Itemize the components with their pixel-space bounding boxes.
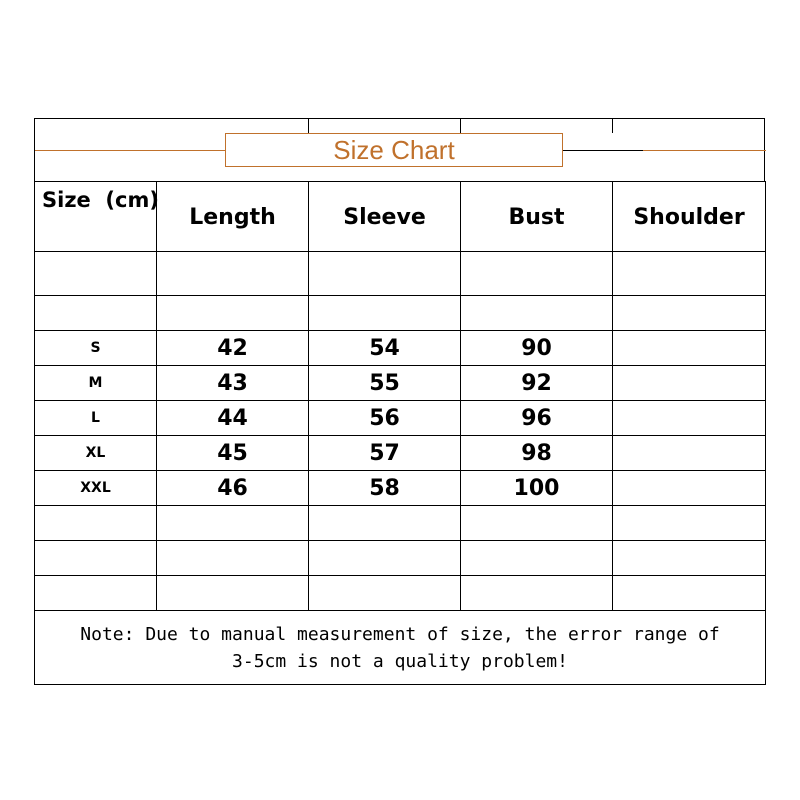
blank-row — [35, 506, 766, 541]
blank-row — [35, 576, 766, 611]
bust-cell: 90 — [461, 331, 613, 366]
sleeve-cell: 55 — [309, 366, 461, 401]
table-row — [35, 436, 766, 471]
shoulder-cell — [613, 366, 766, 401]
size-cell: S — [35, 331, 157, 366]
length-cell: 44 — [157, 401, 309, 436]
size-cell: L — [35, 401, 157, 436]
blank-row — [35, 541, 766, 576]
length-cell: 43 — [157, 366, 309, 401]
size-cell: M — [35, 366, 157, 401]
divider — [460, 119, 461, 133]
sleeve-header: Sleeve — [309, 182, 461, 252]
bust-cell: 100 — [461, 471, 613, 506]
title-band — [34, 118, 765, 182]
length-cell: 46 — [157, 471, 309, 506]
decorative-line-right-dark — [563, 150, 643, 151]
length-cell: 45 — [157, 436, 309, 471]
sleeve-cell: 54 — [309, 331, 461, 366]
shoulder-cell — [613, 436, 766, 471]
bust-header: Bust — [461, 182, 613, 252]
chart-title: Size Chart — [225, 133, 563, 167]
divider — [308, 119, 309, 133]
blank-row — [35, 296, 766, 331]
bust-cell: 98 — [461, 436, 613, 471]
decorative-line-right — [643, 150, 766, 151]
bust-cell: 92 — [461, 366, 613, 401]
sleeve-cell: 57 — [309, 436, 461, 471]
divider — [612, 119, 613, 133]
note-line-1: Note: Due to manual measurement of size, the error range of — [80, 623, 720, 645]
note-cell — [35, 611, 766, 685]
shoulder-cell — [613, 331, 766, 366]
size-table — [34, 181, 766, 685]
shoulder-cell — [613, 471, 766, 506]
sleeve-cell: 58 — [309, 471, 461, 506]
table-row — [35, 471, 766, 506]
size-header: Size (cm) — [35, 182, 157, 252]
blank-row — [35, 252, 766, 296]
length-header: Length — [157, 182, 309, 252]
table-row — [35, 401, 766, 436]
size-cell: XL — [35, 436, 157, 471]
note-row — [35, 611, 766, 685]
note-line-2: 3-5cm is not a quality problem! — [232, 650, 568, 672]
size-cell: XXL — [35, 471, 157, 506]
sleeve-cell: 56 — [309, 401, 461, 436]
table-row — [35, 331, 766, 366]
table-row — [35, 366, 766, 401]
length-cell: 42 — [157, 331, 309, 366]
shoulder-cell — [613, 401, 766, 436]
header-row — [35, 182, 766, 252]
decorative-line-left — [35, 150, 225, 151]
bust-cell: 96 — [461, 401, 613, 436]
shoulder-header: Shoulder — [613, 182, 766, 252]
